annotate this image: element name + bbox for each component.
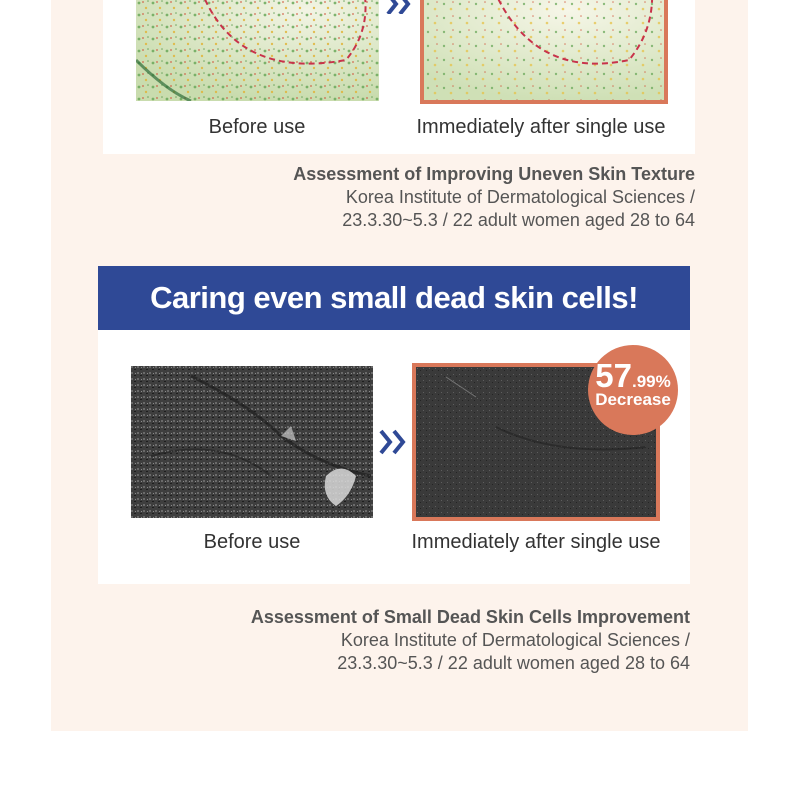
assessment-source: Korea Institute of Dermatological Sciences / — [340, 630, 690, 650]
assessment-period: 23.3.30~5.3 / 22 adult women aged 28 to 64 — [342, 210, 695, 230]
dead-skin-before-image — [131, 366, 373, 518]
assessment-source: Korea Institute of Dermatological Sciences / — [345, 187, 695, 207]
decrease-decimal: .99% — [631, 372, 671, 391]
after-use-caption: Immediately after single use — [411, 531, 661, 553]
chevrons-right-icon — [386, 0, 414, 14]
skin-texture-after-image — [420, 0, 668, 104]
dead-skin-assessment-note — [251, 606, 690, 675]
banner-title: Caring even small dead skin cells! — [150, 280, 638, 315]
dead-skin-cells-banner — [98, 266, 690, 330]
before-use-caption: Before use — [208, 116, 306, 138]
assessment-title: Assessment of Small Dead Skin Cells Improvement — [250, 607, 690, 627]
after-use-caption: Immediately after single use — [416, 116, 666, 138]
texture-assessment-note — [293, 163, 695, 232]
decrease-badge — [588, 345, 678, 435]
chevrons-right-icon — [378, 428, 408, 456]
assessment-period: 23.3.30~5.3 / 22 adult women aged 28 to 64 — [337, 653, 690, 673]
decrease-number: 57 — [595, 357, 632, 394]
skin-texture-before-image — [136, 0, 379, 101]
assessment-title: Assessment of Improving Uneven Skin Texture — [293, 164, 695, 184]
before-use-caption: Before use — [203, 531, 301, 553]
decrease-label: Decrease — [595, 390, 671, 409]
